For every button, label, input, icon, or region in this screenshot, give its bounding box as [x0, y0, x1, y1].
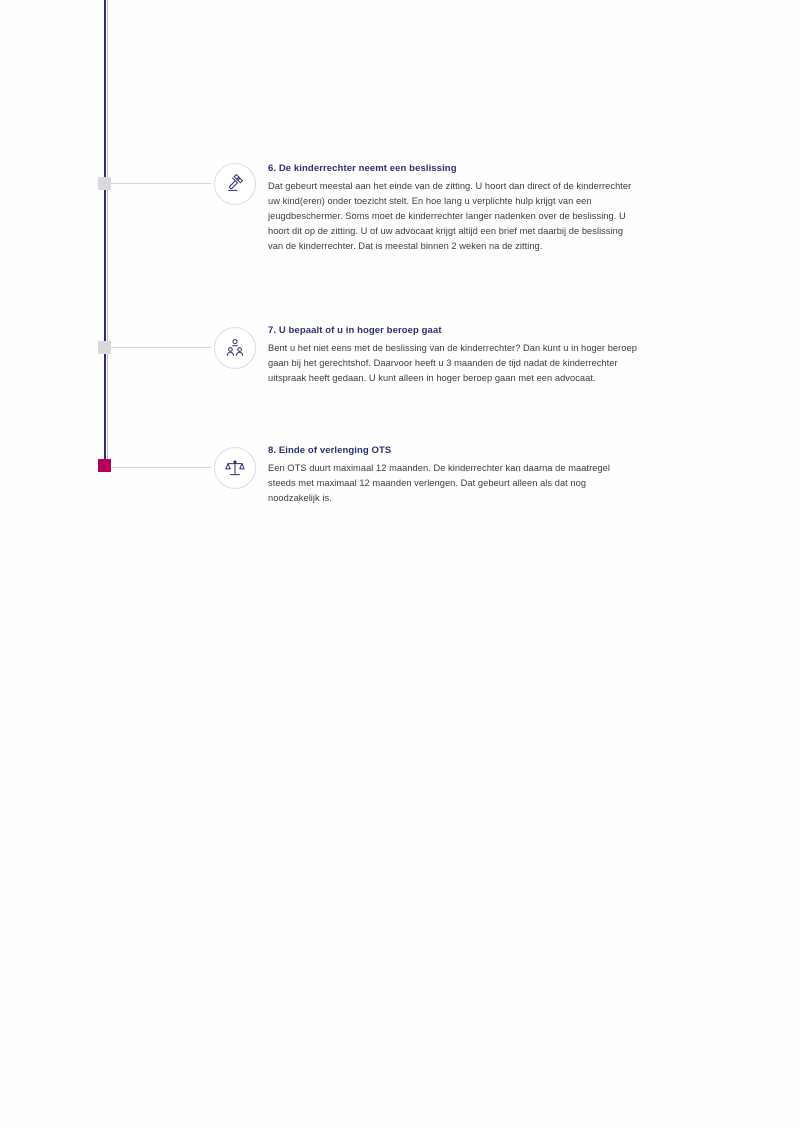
timeline-connector-8 — [111, 467, 215, 468]
step-title: 6. De kinderrechter neemt een beslissing — [268, 163, 457, 174]
step-title: 8. Einde of verlenging OTS — [268, 445, 392, 456]
timeline-marker-8-end — [98, 459, 111, 472]
timeline-rail — [104, 0, 106, 466]
timeline-marker-6 — [98, 177, 111, 190]
step-body: Een OTS duurt maximaal 12 maanden. De kinderrechter kan daarna de maatregel steeds met maximaal 12 maanden verlengen. Dat gebeurt alleen als dat nog noodzakelijk is. — [268, 462, 610, 503]
gavel-icon — [214, 163, 256, 205]
timeline-connector-7 — [111, 347, 215, 348]
scales-icon — [214, 447, 256, 489]
people-decision-icon — [214, 327, 256, 369]
step-title: 7. U bepaalt of u in hoger beroep gaat — [268, 325, 442, 336]
step-body: Dat gebeurt meestal aan het einde van de zitting. U hoort dan direct of de kinderrechter uw kind(eren) onder toezicht stelt. En hoe lang u verplichte hulp krijgt van een jeugdbeschermer. Soms moet de kinderrechter langer nadenken over de beslissing. U hoort dit op de zitting. U of uw advocaat krijgt altijd een brief met daarbij de beslissing van de kinderrechter. Dat is meestal binnen 2 weken na de zitting. — [268, 180, 632, 251]
timeline-marker-7 — [98, 341, 111, 354]
timeline-connector-6 — [111, 183, 215, 184]
step-body: Bent u het niet eens met de beslissing van de kinderrechter? Dan kunt u in hoger beroep gaan bij het gerechtshof. Daarvoor heeft u 3 maanden de tijd nadat de kinderrechter uitspraak heeft gedaan. U kunt alleen in hoger beroep gaan met een advocaat. — [268, 342, 637, 383]
timeline-step-6 — [268, 163, 640, 254]
timeline-rail-shadow — [107, 0, 108, 466]
timeline-step-7 — [268, 325, 640, 386]
timeline-step-8 — [268, 445, 640, 506]
